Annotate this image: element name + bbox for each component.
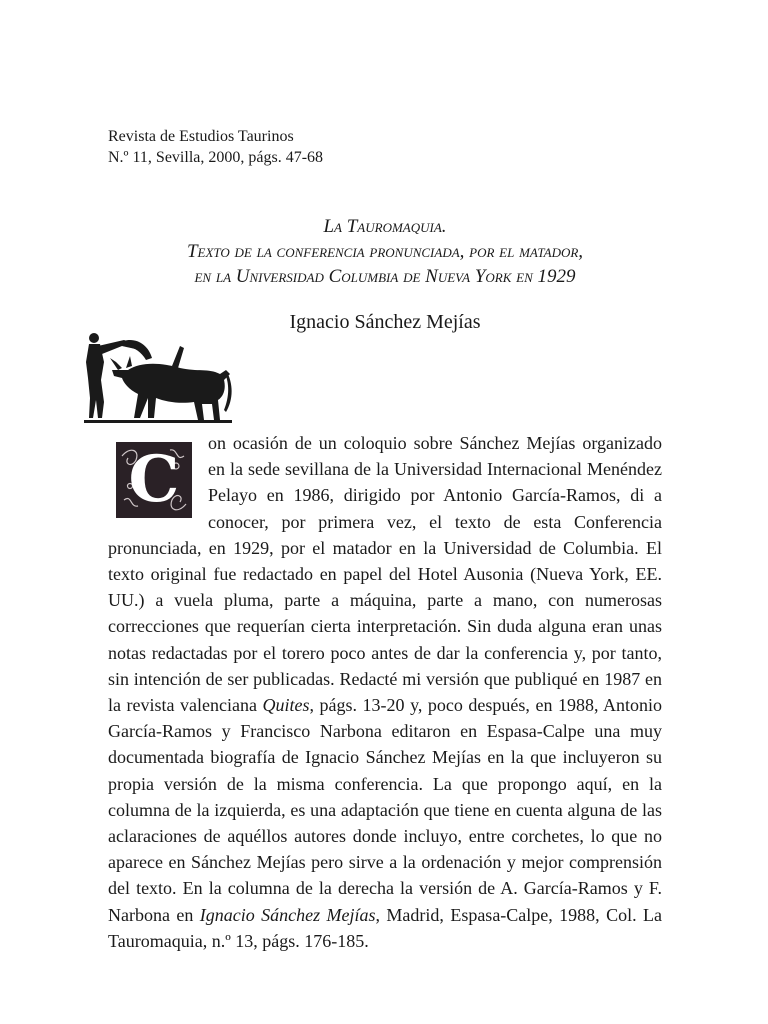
title-line-2: Texto de la conferencia pronunciada, por el matador,: [186, 241, 584, 262]
book-reference: Ignacio Sánchez Mejías: [199, 904, 376, 925]
article-title: [108, 214, 662, 289]
title-line-3: en la Universidad Columbia de Nueva York en 1929: [194, 266, 576, 287]
drop-cap: [116, 442, 192, 518]
journal-header: [108, 126, 323, 168]
drop-cap-letter: C: [128, 442, 180, 517]
body-text-2: , págs. 13-20 y, poco después, en 1988, Antonio García-Ramos y Francisco Narbona editaron en Espasa-Calpe una muy documentada biografía de Ignacio Sánchez Mejías en la que incluyeron su propia versión de la misma conferencia. La que propongo aquí, en la columna de la izquierda, es una adaptación que tiene en cuenta alguna de las aclaraciones de aquéllos autores donde incluyo, entre corchetes, lo que no aparece en Sánchez Mejías pero sirve a la ordenación y mejor comprensión del texto. En la columna de la derecha la versión de A. García-Ramos y F. Narbona en: [108, 695, 662, 925]
body-text-1: on ocasión de un coloquio sobre Sánchez Mejías organizado en la sede sevillana de la Universidad Internacional Menéndez Pelayo en 1986, dirigido por Antonio García-Ramos, di a conocer, por primera vez, el texto de esta Conferencia pronunciada, en 1929, por el matador en la Universidad de Columbia. El texto original fue redactado en papel del Hotel Ausonia (Nueva York, EE. UU.) a vuela pluma, parte a máquina, parte a mano, con numerosas correcciones que requerían cierta interpretación. Sin duda alguna eran unas notas redactadas por el torero poco antes de dar la conferencia y, por tanto, sin intención de ser publicadas. Redacté mi versión que publiqué en 1987 en la revista valenciana: [108, 433, 662, 716]
journal-reference: Quites: [262, 695, 310, 716]
author-name: Ignacio Sánchez Mejías: [289, 311, 481, 333]
body-text-3: , Madrid, Espasa-Calpe, 1988, Col. La Tauromaquia, n.º 13, págs. 176-185.: [108, 904, 662, 951]
title-line-1: La Tauromaquia.: [323, 216, 447, 237]
issue-info: N.º 11, Sevilla, 2000, págs. 47-68: [108, 149, 324, 166]
intro-paragraph: [108, 430, 662, 954]
matador-and-bull-icon: [80, 328, 236, 432]
journal-name: Revista de Estudios Taurinos: [108, 128, 294, 145]
